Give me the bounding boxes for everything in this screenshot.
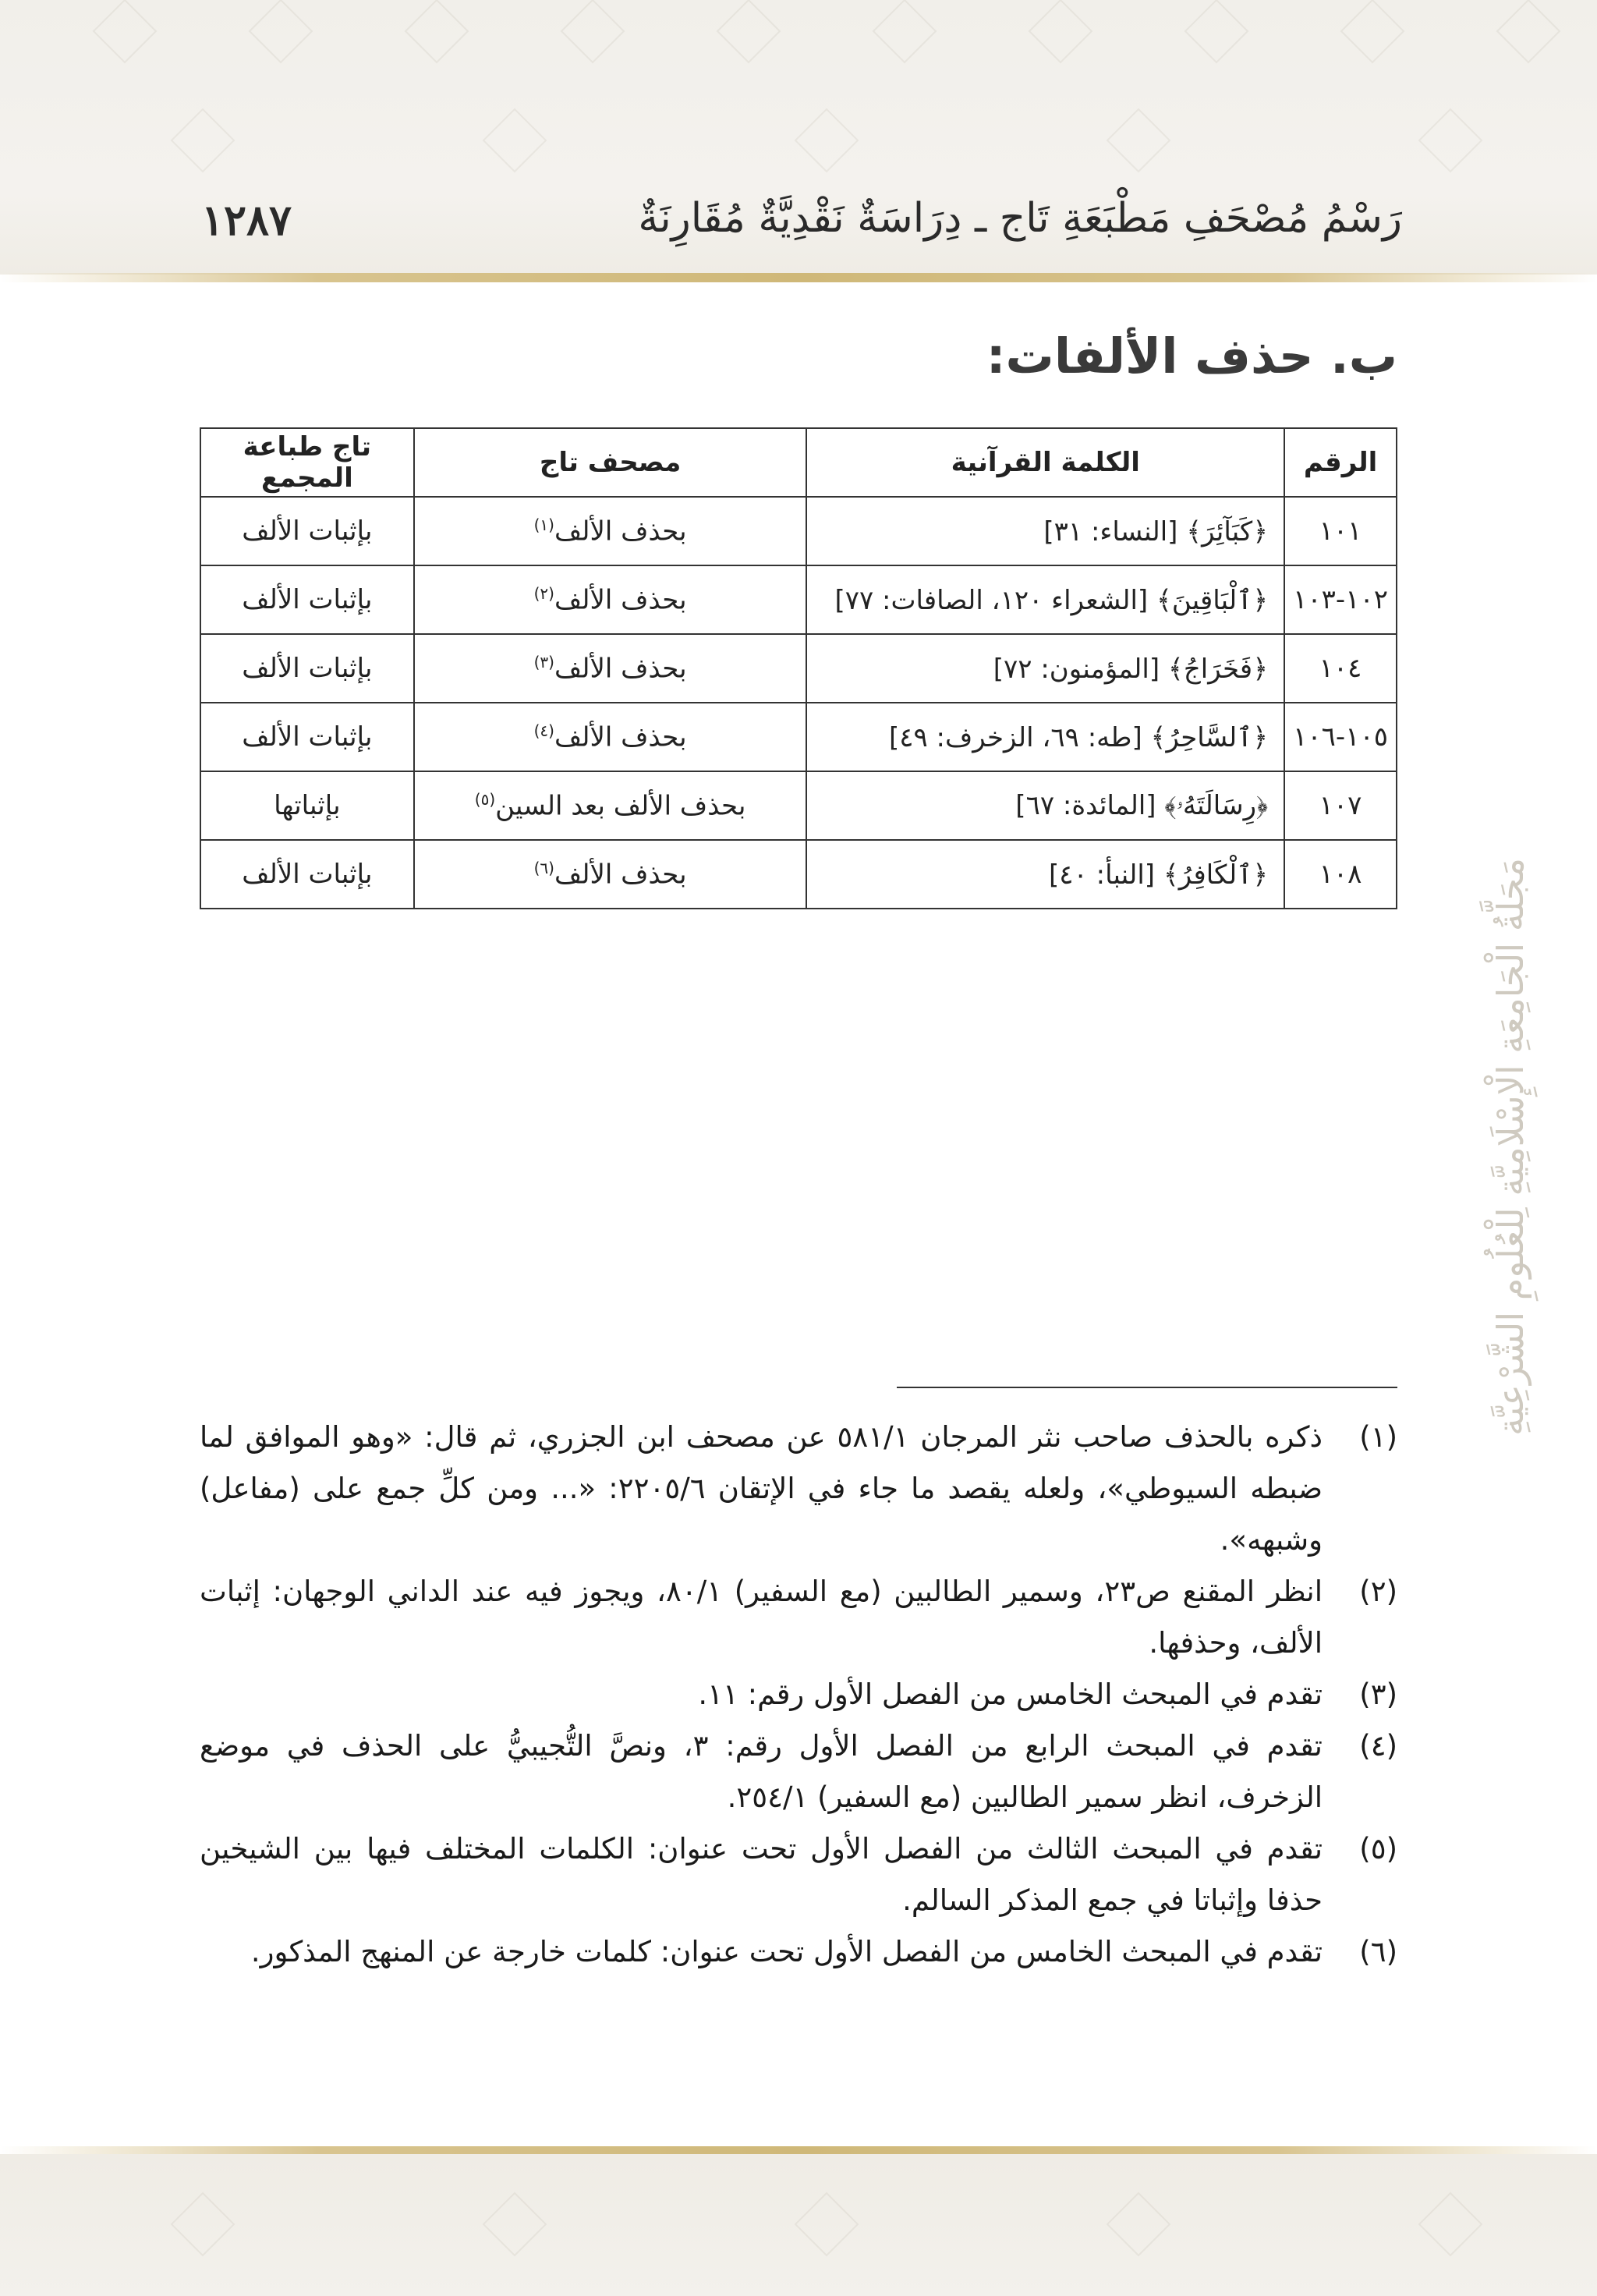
taj-cell: [414, 703, 807, 771]
footnote-item: [200, 1926, 1397, 1978]
footnotes: [200, 1412, 1397, 1978]
taj-text: بحذف الألف: [554, 653, 687, 685]
quranic-word-cell: ﴿فَخَرَاجُ﴾ [المؤمنون: ٧٢]: [806, 634, 1284, 703]
section-heading: ب. حذف الألفات:: [986, 328, 1397, 384]
footnote-item: [200, 1823, 1397, 1926]
row-number: ١٠٢-١٠٣: [1284, 565, 1397, 634]
footnote-item: [200, 1412, 1397, 1566]
taj-cell: [414, 497, 807, 565]
majma-cell: بإثبات الألف: [200, 703, 414, 771]
table-row: [200, 634, 1397, 703]
table-row: [200, 565, 1397, 634]
footnote-number: (٥): [1359, 1832, 1397, 1866]
running-header-title: رَسْمُ مُصْحَفِ مَطْبَعَةِ تَاج ـ دِرَاسَةٌ نَقْدِيَّةٌ مُقَارِنَةٌ: [638, 195, 1402, 242]
geometric-pattern-bottom: [0, 2154, 1597, 2296]
footnote-ref[interactable]: (٢): [533, 583, 554, 603]
taj-text: بحذف الألف: [554, 584, 687, 616]
quranic-word-cell: ﴿ٱلسَّاحِرُ﴾ [طه: ٦٩، الزخرف: ٤٩]: [806, 703, 1284, 771]
footnote-ref[interactable]: (٥): [474, 789, 496, 809]
taj-cell: [414, 771, 807, 840]
table-row: [200, 703, 1397, 771]
footnote-item: [200, 1669, 1397, 1720]
footnote-separator: [897, 1387, 1397, 1388]
quranic-word-cell: ﴿ٱلْبَاقِينَ﴾ [الشعراء ١٢٠، الصافات: ٧٧]: [806, 565, 1284, 634]
taj-cell: [414, 565, 807, 634]
taj-text: بحذف الألف: [554, 859, 687, 891]
footnote-text: ذكره بالحذف صاحب نثر المرجان ٥٨١/١ عن مصحف ابن الجزري، ثم قال: «وهو الموافق لما ضبطه السيوطي»، ولعله يقصد ما جاء في الإتقان ٢٢٠٥/٦: «... ومن كلِّ جمع على (مفاعل) وشبهه».: [200, 1420, 1323, 1557]
footnote-text: انظر المقنع ص٢٣، وسمير الطالبين (مع السفير) ٨٠/١، ويجوز فيه عند الداني الوجهان: إثبات الألف، وحذفها.: [200, 1575, 1323, 1660]
majma-cell: بإثبات الألف: [200, 840, 414, 909]
taj-text: بحذف الألف: [554, 721, 687, 753]
footnote-item: [200, 1566, 1397, 1669]
footnote-number: (٣): [1359, 1678, 1397, 1711]
header-majma-print: تاج طباعة المجمع: [200, 428, 414, 497]
header-number: الرقم: [1284, 428, 1397, 497]
row-number: ١٠٤: [1284, 634, 1397, 703]
footnote-ref[interactable]: (٤): [533, 721, 554, 740]
footnote-ref[interactable]: (١): [533, 515, 554, 534]
majma-cell: بإثبات الألف: [200, 634, 414, 703]
table-row: [200, 497, 1397, 565]
header-taj-mushaf: مصحف تاج: [414, 428, 807, 497]
table-header-row: [200, 428, 1397, 497]
alef-deletion-table: [200, 427, 1397, 909]
footnote-text: تقدم في المبحث الخامس من الفصل الأول رقم: ١١.: [698, 1678, 1323, 1711]
gold-divider-top: [0, 273, 1597, 282]
page-number: ١٢٨٧: [201, 195, 292, 245]
footnote-number: (١): [1359, 1420, 1397, 1454]
quranic-word-cell: ﴿كَبَآئِرَ﴾ [النساء: ٣١]: [806, 497, 1284, 565]
footnote-number: (٢): [1359, 1575, 1397, 1608]
table-row: [200, 771, 1397, 840]
footnote-ref[interactable]: (٦): [533, 858, 554, 877]
row-number: ١٠٧: [1284, 771, 1397, 840]
majma-cell: بإثبات الألف: [200, 565, 414, 634]
footnote-text: تقدم في المبحث الخامس من الفصل الأول تحت عنوان: كلمات خارجة عن المنهج المذكور.: [250, 1935, 1323, 1968]
taj-text: بحذف الألف بعد السين: [495, 790, 746, 822]
quranic-word-cell: ﴿ٱلْكَافِرُ﴾ [النبأ: ٤٠]: [806, 840, 1284, 909]
journal-sidebar-watermark: مَجَلَّةُ الْجَامِعَةِ الْإِسْلَامِيَّةِ لِلْعُلُومِ الشَّرْعِيَّةِ: [1489, 858, 1531, 1437]
row-number: ١٠٨: [1284, 840, 1397, 909]
taj-cell: [414, 634, 807, 703]
table-row: [200, 840, 1397, 909]
taj-cell: [414, 840, 807, 909]
footnote-text: تقدم في المبحث الرابع من الفصل الأول رقم: ٣، ونصَّ التُّجيبيُّ على الحذف في موضع الزخرف، انظر سمير الطالبين (مع السفير) ٢٥٤/١.: [200, 1729, 1323, 1814]
majma-cell: بإثباتها: [200, 771, 414, 840]
footnote-number: (٦): [1359, 1935, 1397, 1968]
quranic-word-cell: ﴿رِسَالَتَهُۥ﴾ [المائدة: ٦٧]: [806, 771, 1284, 840]
footnote-text: تقدم في المبحث الثالث من الفصل الأول تحت عنوان: الكلمات المختلف فيها بين الشيخين حذفا وإثباتا في جمع المذكر السالم.: [200, 1832, 1323, 1917]
taj-text: بحذف الألف: [554, 516, 687, 547]
header-quranic-word: الكلمة القرآنية: [806, 428, 1284, 497]
footnote-ref[interactable]: (٣): [533, 652, 554, 671]
majma-cell: بإثبات الألف: [200, 497, 414, 565]
row-number: ١٠٥-١٠٦: [1284, 703, 1397, 771]
row-number: ١٠١: [1284, 497, 1397, 565]
footnote-number: (٤): [1359, 1729, 1397, 1763]
footnote-item: [200, 1720, 1397, 1823]
